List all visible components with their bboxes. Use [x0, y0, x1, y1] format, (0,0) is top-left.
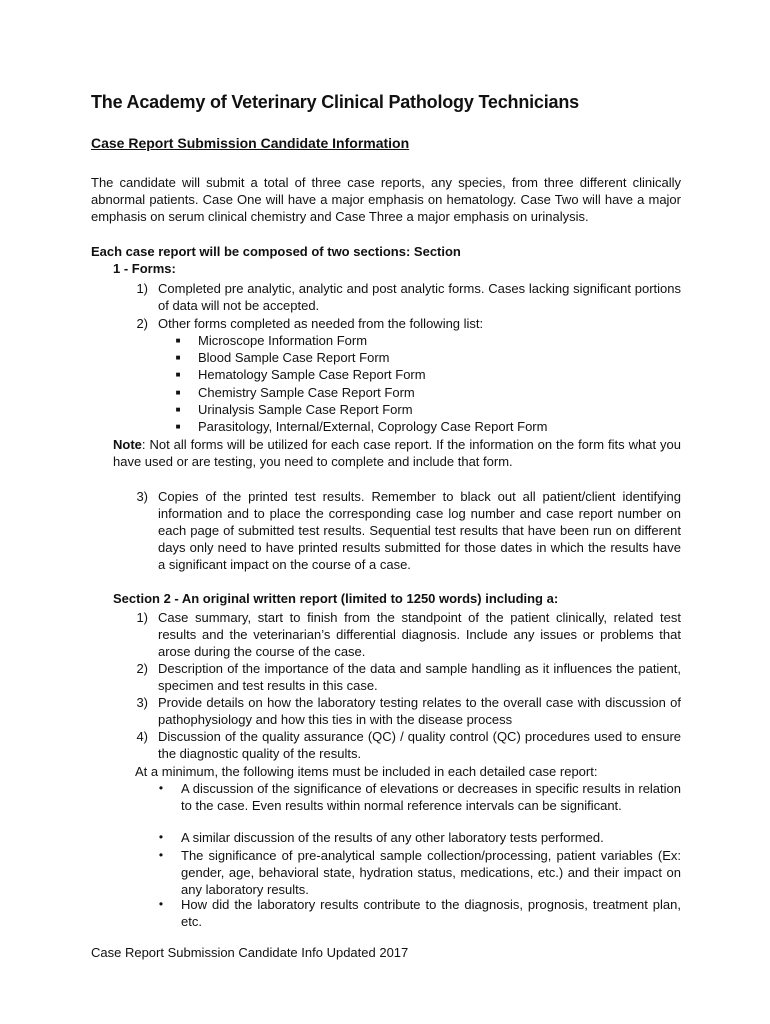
s1-item-number: 3) — [136, 489, 148, 504]
form-list-item: Parasitology, Internal/External, Coprology Case Report Form — [198, 419, 548, 434]
bullet-square-icon: ■ — [175, 370, 181, 379]
requirement-bullet: The significance of pre-analytical sample collection/processing, patient variables (Ex: gender, age, behavioral state, hydration status, medications, etc.) and their impact on any laboratory results. — [181, 848, 681, 897]
section-subtitle: Case Report Submission Candidate Information — [91, 135, 410, 151]
bullet-square-icon: ■ — [175, 388, 181, 397]
form-list-item: Urinalysis Sample Case Report Form — [198, 402, 413, 417]
s2-item-text: Provide details on how the laboratory testing relates to the overall case with discussion of pathophysiology and how this ties in with the disease process — [158, 695, 681, 727]
s2-item-text: Discussion of the quality assurance (QC) / quality control (QC) procedures used to ensure the diagnostic quality of the results. — [158, 729, 681, 761]
intro-paragraph: The candidate will submit a total of three case reports, any species, from three different clinically abnormal patients. Case One will have a major emphasis on hematology. Case Two will have a major emphasis on serum clinical chemistry and Case Three a major emphasis on urinalysis. — [91, 175, 681, 224]
s1-item-text: Other forms completed as needed from the following list: — [158, 316, 484, 331]
s2-item-text: Description of the importance of the data and sample handling as it influences the patient, specimen and test results in this case. — [158, 661, 681, 693]
page-footer: Case Report Submission Candidate Info Updated 2017 — [91, 945, 409, 960]
form-list-item: Blood Sample Case Report Form — [198, 350, 390, 365]
bullet-dot-icon: • — [158, 848, 164, 862]
note-paragraph — [113, 436, 681, 470]
requirement-bullet: How did the laboratory results contribute to the diagnosis, prognosis, treatment plan, etc. — [181, 897, 681, 929]
s2-item-number: 3) — [136, 695, 148, 710]
section1-heading — [91, 243, 461, 277]
requirement-bullet: A similar discussion of the results of any other laboratory tests performed. — [181, 830, 604, 845]
s1-item-text: Completed pre analytic, analytic and post analytic forms. Cases lacking significant portions of data will not be accepted. — [158, 281, 681, 313]
s1-item-number: 1) — [136, 281, 148, 296]
bullet-dot-icon: • — [158, 781, 164, 795]
section1-heading-line2: 1 - Forms: — [113, 261, 176, 276]
s2-item-number: 4) — [136, 729, 148, 744]
bullet-dot-icon: • — [158, 830, 164, 844]
s2-item-number: 1) — [136, 610, 148, 625]
requirement-bullet: A discussion of the significance of elevations or decreases in specific results in relation to the case. Even results within normal reference intervals can be significant. — [181, 781, 681, 813]
bullet-square-icon: ■ — [175, 336, 181, 345]
section2-heading: Section 2 - An original written report (limited to 1250 words) including a: — [113, 591, 559, 606]
s2-item-text: Case summary, start to finish from the standpoint of the patient clinically, related test results and the veterinarian’s differential diagnosis. Include any issues or problems that arose during the course of the case. — [158, 610, 681, 659]
s1-item-number: 2) — [136, 316, 148, 331]
note-text: : Not all forms will be utilized for each case report. If the information on the form fits what you have used or are testing, you need to complete and include that form. — [113, 437, 681, 469]
section1-heading-line1: Each case report will be composed of two sections: Section — [91, 244, 461, 259]
form-list-item: Chemistry Sample Case Report Form — [198, 385, 415, 400]
form-list-item: Microscope Information Form — [198, 333, 368, 348]
page-title: The Academy of Veterinary Clinical Pathology Technicians — [91, 92, 579, 112]
bullet-dot-icon: • — [158, 897, 164, 911]
bullet-square-icon: ■ — [175, 405, 181, 414]
minimum-requirements-intro: At a minimum, the following items must be included in each detailed case report: — [135, 764, 598, 779]
s1-item-text: Copies of the printed test results. Remember to black out all patient/client identifying information and to place the corresponding case log number and case report number on each page of submitted test results. Sequential test results that have been run on different days only need to have printed results submitted for those dates in which the results have a significant impact on the course of a case. — [158, 489, 681, 572]
bullet-square-icon: ■ — [175, 422, 181, 431]
form-list-item: Hematology Sample Case Report Form — [198, 367, 426, 382]
note-label: Note — [113, 437, 142, 452]
bullet-square-icon: ■ — [175, 353, 181, 362]
s2-item-number: 2) — [136, 661, 148, 676]
